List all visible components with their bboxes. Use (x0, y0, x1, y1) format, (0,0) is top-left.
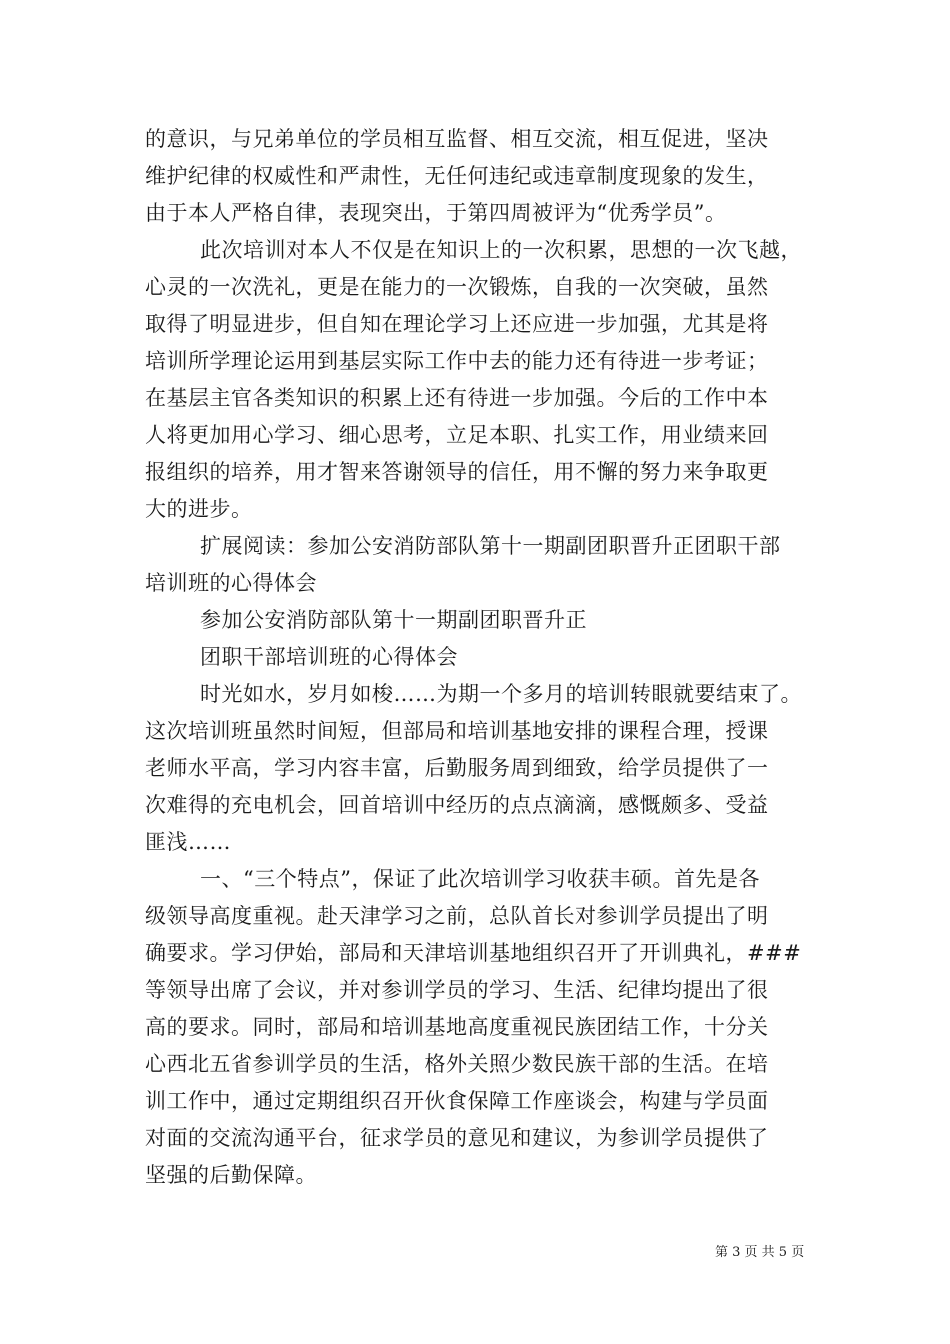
text-line: 在基层主官各类知识的积累上还有待进一步加强。今后的工作中本 (145, 386, 769, 410)
text-line: 确要求。学习伊始，部局和天津培训基地组织召开了开训典礼，### (145, 941, 802, 965)
paragraph-start-line: 时光如水，岁月如梭……为期一个多月的培训转眼就要结束了。 (200, 682, 802, 706)
paragraph-start-line: 一、“三个特点”，保证了此次培训学习收获丰硕。首先是各 (200, 867, 760, 891)
text-line: 高的要求。同时，部局和培训基地高度重视民族团结工作，十分关 (145, 1015, 769, 1039)
text-line: 人将更加用心学习、细心思考，立足本职、扎实工作，用业绩来回 (145, 423, 769, 447)
text-line: 的意识，与兄弟单位的学员相互监督、相互交流，相互促进，坚决 (145, 127, 769, 151)
text-line: 培训所学理论运用到基层实际工作中去的能力还有待进一步考证； (145, 349, 769, 373)
text-line: 取得了明显进步，但自知在理论学习上还应进一步加强，尤其是将 (145, 312, 769, 336)
text-line: 培训班的心得体会 (145, 571, 317, 595)
text-line: 这次培训班虽然时间短，但部局和培训基地安排的课程合理，授课 (145, 719, 769, 743)
text-line: 由于本人严格自律，表现突出，于第四周被评为“优秀学员”。 (145, 201, 727, 225)
text-line: 心西北五省参训学员的生活，格外关照少数民族干部的生活。在培 (145, 1052, 769, 1076)
text-line: 维护纪律的权威性和严肃性，无任何违纪或违章制度现象的发生， (145, 164, 769, 188)
text-line: 报组织的培养，用才智来答谢领导的信任，用不懈的努力来争取更 (145, 460, 769, 484)
article-title-line: 参加公安消防部队第十一期副团职晋升正 (200, 608, 587, 632)
text-line: 匪浅…… (145, 830, 231, 854)
paragraph-start-line: 此次培训对本人不仅是在知识上的一次积累，思想的一次飞越， (200, 238, 802, 262)
text-line: 心灵的一次洗礼，更是在能力的一次锻炼，自我的一次突破，虽然 (145, 275, 769, 299)
page-number: 第 3 页 共 5 页 (715, 1245, 805, 1260)
text-line: 老师水平高，学习内容丰富，后勤服务周到细致，给学员提供了一 (145, 756, 769, 780)
text-line: 大的进步。 (145, 497, 253, 521)
text-line: 级领导高度重视。赴天津学习之前，总队首长对参训学员提出了明 (145, 904, 769, 928)
text-line: 等领导出席了会议，并对参训学员的学习、生活、纪律均提出了很 (145, 978, 769, 1002)
article-title-line: 团职干部培训班的心得体会 (200, 645, 458, 669)
text-line: 对面的交流沟通平台，征求学员的意见和建议，为参训学员提供了 (145, 1126, 769, 1150)
text-line: 坚强的后勤保障。 (145, 1163, 317, 1187)
extended-reading-heading: 扩展阅读：参加公安消防部队第十一期副团职晋升正团职干部 (200, 534, 781, 558)
text-line: 次难得的充电机会，回首培训中经历的点点滴滴，感慨颇多、受益 (145, 793, 769, 817)
text-line: 训工作中，通过定期组织召开伙食保障工作座谈会，构建与学员面 (145, 1089, 769, 1113)
